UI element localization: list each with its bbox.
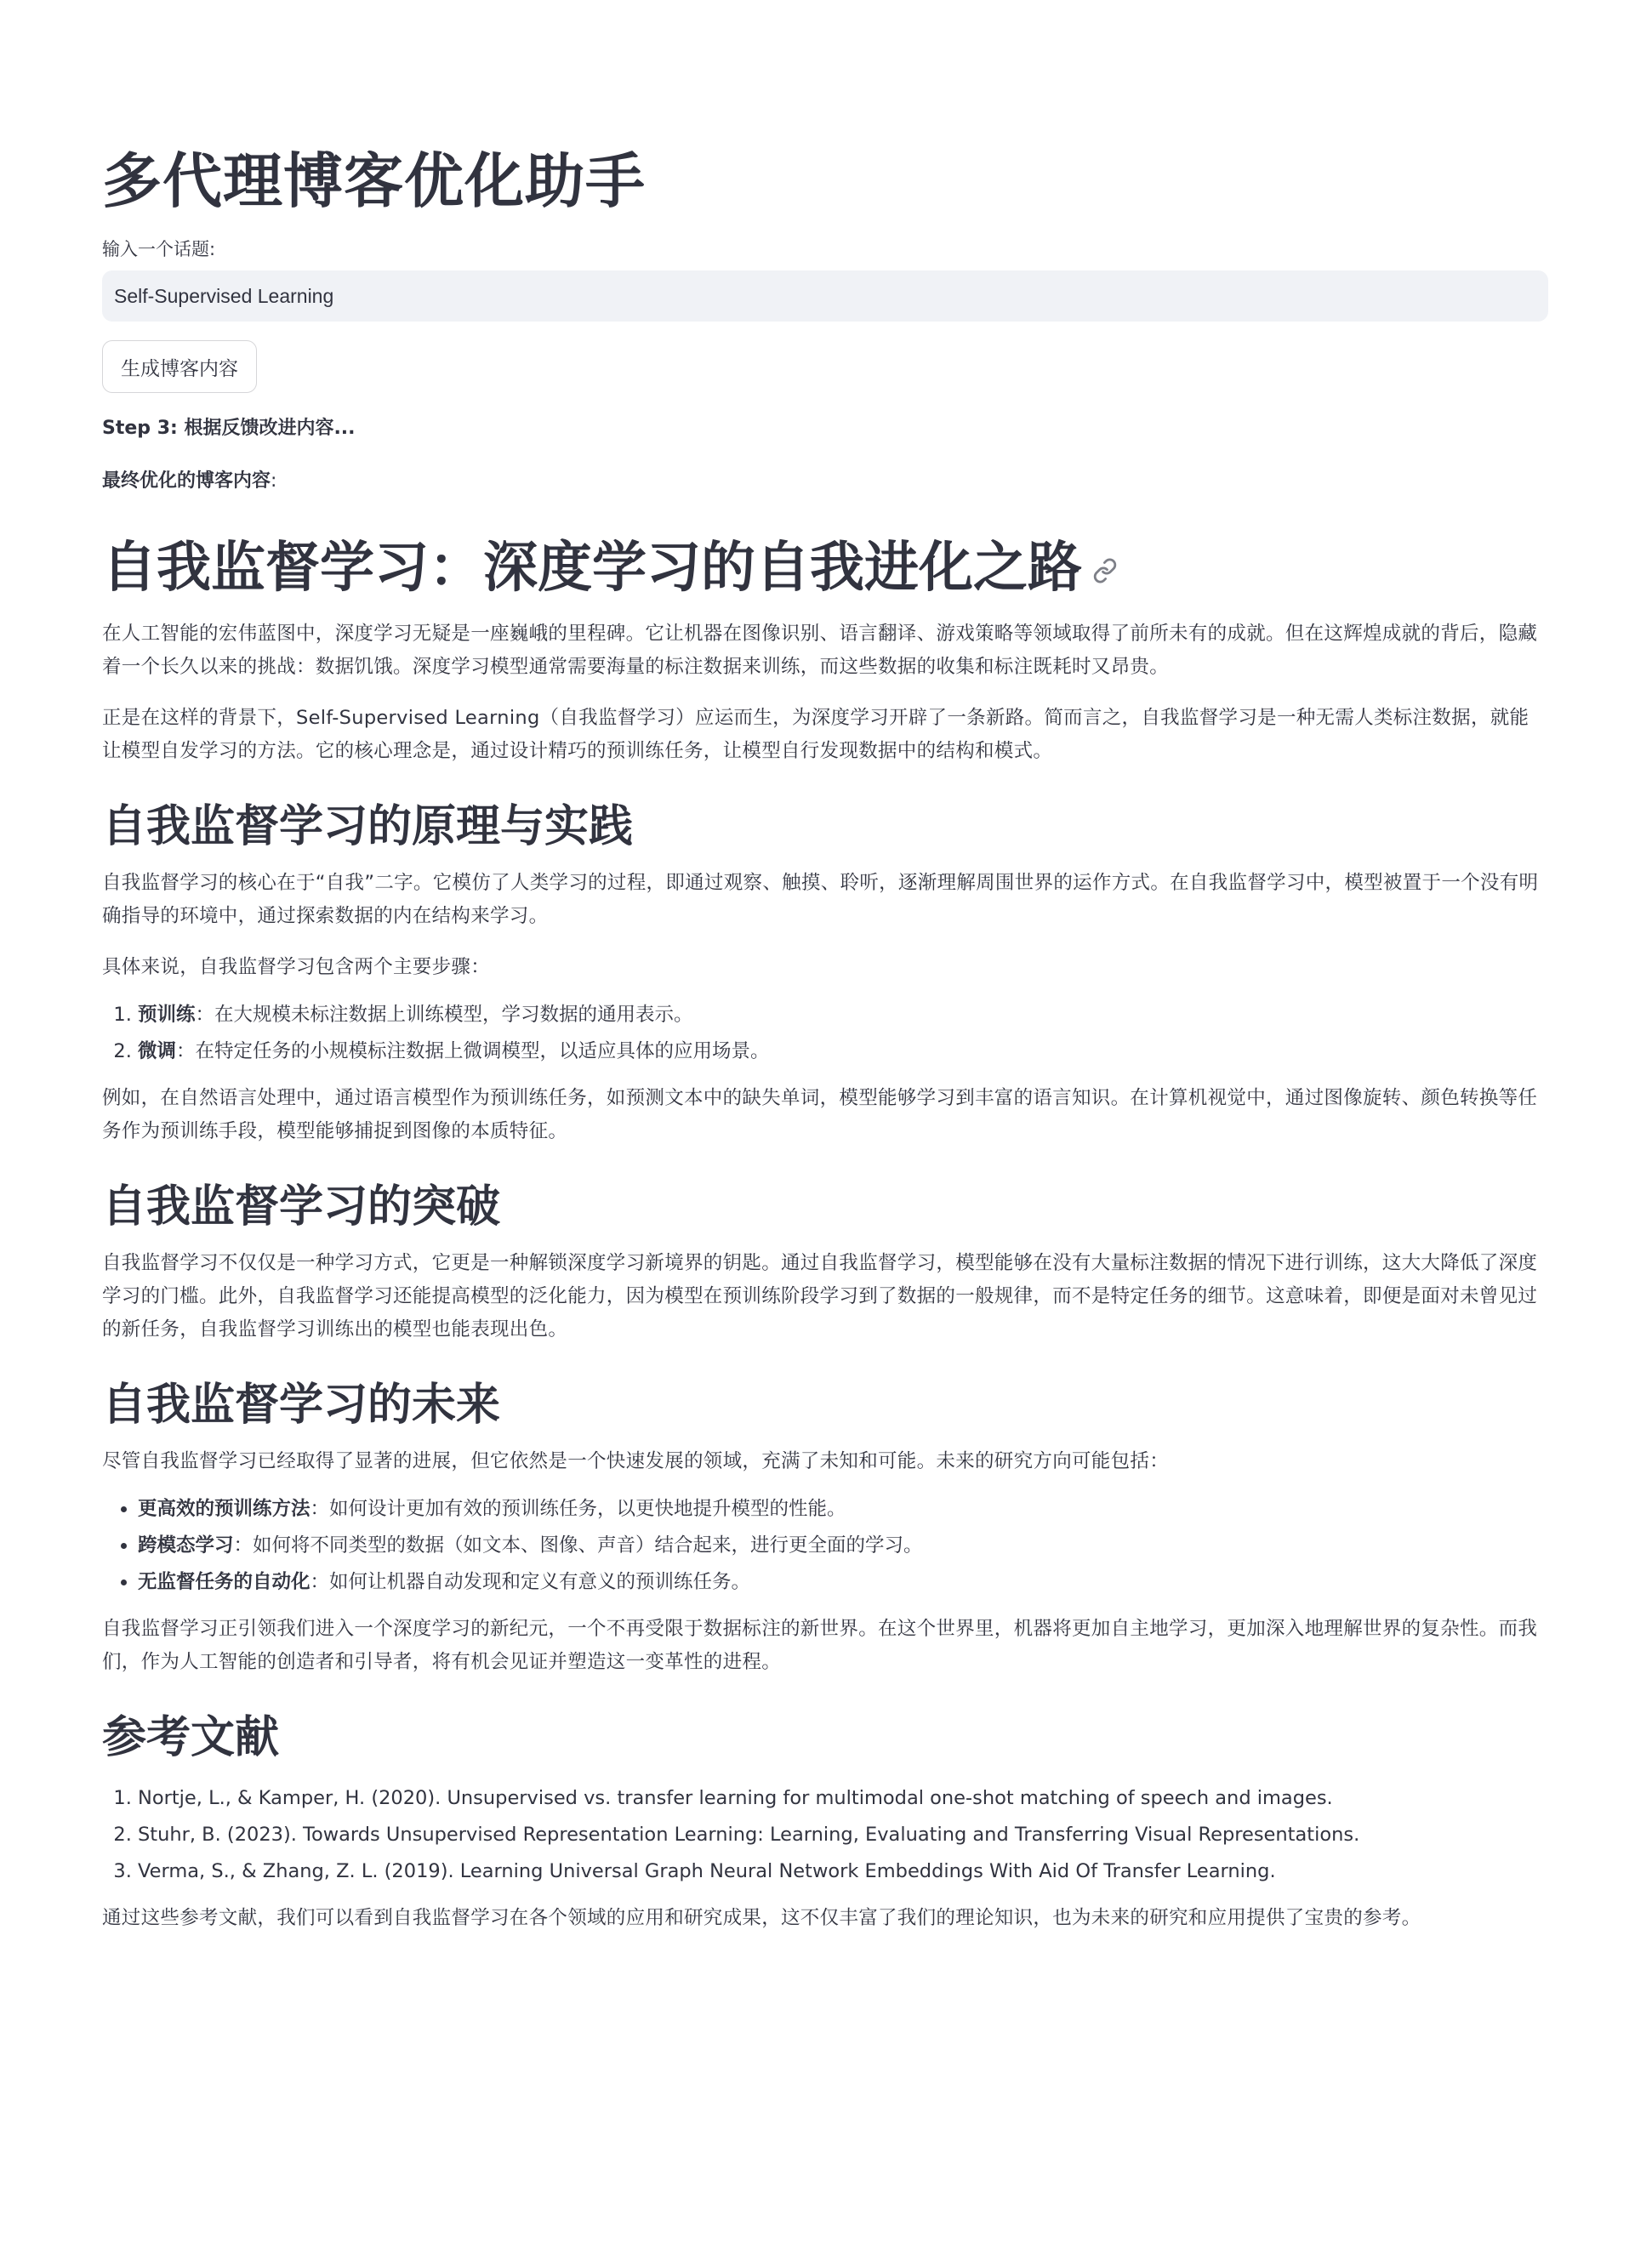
- breakthrough-paragraph: 自我监督学习不仅仅是一种学习方式，它更是一种解锁深度学习新境界的钥匙。通过自我监督学习，模型能够在没有大量标注数据的情况下进行训练，这大大降低了深度学习的门槛。此外，自我监督学习还能提高模型的泛化能力，因为模型在预训练阶段学习到了数据的一般规律，而不是特定任务的细节。这意味着，即便是面对未曾见过的新任务，自我监督学习训练出的模型也能表现出色。: [102, 1252, 1538, 1340]
- step-desc: ：在特定任务的小规模标注数据上微调模型，以适应具体的应用场景。: [176, 1040, 770, 1062]
- link-icon[interactable]: [1092, 558, 1118, 583]
- list-item: [138, 1528, 1548, 1564]
- direction-desc: ：如何让机器自动发现和定义有意义的预训练任务。: [310, 1571, 751, 1593]
- steps-list: [102, 997, 1548, 1070]
- app-title: 多代理博客优化助手: [102, 146, 646, 216]
- topic-input[interactable]: [102, 270, 1548, 322]
- final-content-label: [102, 468, 276, 495]
- direction-term: 无监督任务的自动化: [138, 1571, 310, 1593]
- reference-item: 1. Nortje, L., & Kamper, H. (2020). Unsupervised vs. transfer learning for multimodal one-shot matching of speech and images.: [138, 1780, 1548, 1817]
- section-heading-principles: 自我监督学习的原理与实践: [102, 801, 634, 852]
- blog-article: [102, 529, 1548, 1935]
- closing-paragraph: 通过这些参考文献，我们可以看到自我监督学习在各个领域的应用和研究成果，这不仅丰富了我们的理论知识，也为未来的研究和应用提供了宝贵的参考。: [102, 1907, 1421, 1929]
- direction-term: 更高效的预训练方法: [138, 1498, 310, 1520]
- step-desc: ：在大规模未标注数据上训练模型，学习数据的通用表示。: [195, 1004, 693, 1026]
- principles-paragraph-3: 例如，在自然语言处理中，通过语言模型作为预训练任务，如预测文本中的缺失单词，模型能够学习到丰富的语言知识。在计算机视觉中，通过图像旋转、颜色转换等任务作为预训练手段，模型能够捕捉到图像的本质特征。: [102, 1087, 1538, 1142]
- topic-input-label: 输入一个话题:: [102, 239, 216, 259]
- list-item: [138, 997, 1548, 1033]
- list-item: [138, 1564, 1548, 1601]
- direction-desc: ：如何设计更加有效的预训练任务，以更快地提升模型的性能。: [310, 1498, 846, 1520]
- section-heading-references: 参考文献: [102, 1712, 280, 1763]
- reference-item: 2. Stuhr, B. (2023). Towards Unsupervised Representation Learning: Learning, Evaluating and Transferring Visual Representations.: [138, 1817, 1548, 1853]
- direction-desc: ：如何将不同类型的数据（如文本、图像、声音）结合起来，进行更全面的学习。: [233, 1534, 923, 1557]
- list-item: [138, 1033, 1548, 1070]
- list-item: [138, 1491, 1548, 1528]
- final-content-label-colon: :: [271, 470, 277, 492]
- intro-paragraph-2: 正是在这样的背景下，Self-Supervised Learning（自我监督学习）应运而生，为深度学习开辟了一条新路。简而言之，自我监督学习是一种无需人类标注数据，就能让模型自发学习的方法。它的核心理念是，通过设计精巧的预训练任务，让模型自行发现数据中的结构和模式。: [102, 707, 1530, 762]
- article-title: [102, 529, 1548, 607]
- reference-item: 3. Verma, S., & Zhang, Z. L. (2019). Learning Universal Graph Neural Network Embeddings With Aid Of Transfer Learning.: [138, 1853, 1548, 1890]
- step-term: 微调: [138, 1040, 177, 1062]
- section-heading-breakthrough: 自我监督学习的突破: [102, 1181, 501, 1232]
- principles-paragraph-1: 自我监督学习的核心在于“自我”二字。它模仿了人类学习的过程，即通过观察、触摸、聆听，逐渐理解周围世界的运作方式。在自我监督学习中，模型被置于一个没有明确指导的环境中，通过探索数据的内在结构来学习。: [102, 872, 1539, 927]
- future-directions-list: [102, 1491, 1548, 1601]
- article-title-text: 自我监督学习：深度学习的自我进化之路: [102, 537, 1082, 600]
- principles-paragraph-2: 具体来说，自我监督学习包含两个主要步骤：: [102, 956, 491, 978]
- generate-blog-button[interactable]: 生成博客内容: [102, 340, 257, 393]
- section-heading-future: 自我监督学习的未来: [102, 1380, 501, 1431]
- future-paragraph-1: 尽管自我监督学习已经取得了显著的进展，但它依然是一个快速发展的领域，充满了未知和可能。未来的研究方向可能包括：: [102, 1450, 1170, 1472]
- direction-term: 跨模态学习: [138, 1534, 234, 1557]
- status-message: Step 3: 根据反馈改进内容...: [102, 418, 356, 439]
- future-paragraph-2: 自我监督学习正引领我们进入一个深度学习的新纪元，一个不再受限于数据标注的新世界。在这个世界里，机器将更加自主地学习，更加深入地理解世界的复杂性。而我们，作为人工智能的创造者和引导者，将有机会见证并塑造这一变革性的进程。: [102, 1618, 1538, 1673]
- references-list: [102, 1780, 1548, 1890]
- intro-paragraph-1: 在人工智能的宏伟蓝图中，深度学习无疑是一座巍峨的里程碑。它让机器在图像识别、语言翻译、游戏策略等领域取得了前所未有的成就。但在这辉煌成就的背后，隐藏着一个长久以来的挑战：数据饥饿。深度学习模型通常需要海量的标注数据来训练，而这些数据的收集和标注既耗时又昂贵。: [102, 623, 1538, 678]
- final-content-label-bold: 最终优化的博客内容: [102, 470, 271, 492]
- step-term: 预训练: [138, 1004, 196, 1026]
